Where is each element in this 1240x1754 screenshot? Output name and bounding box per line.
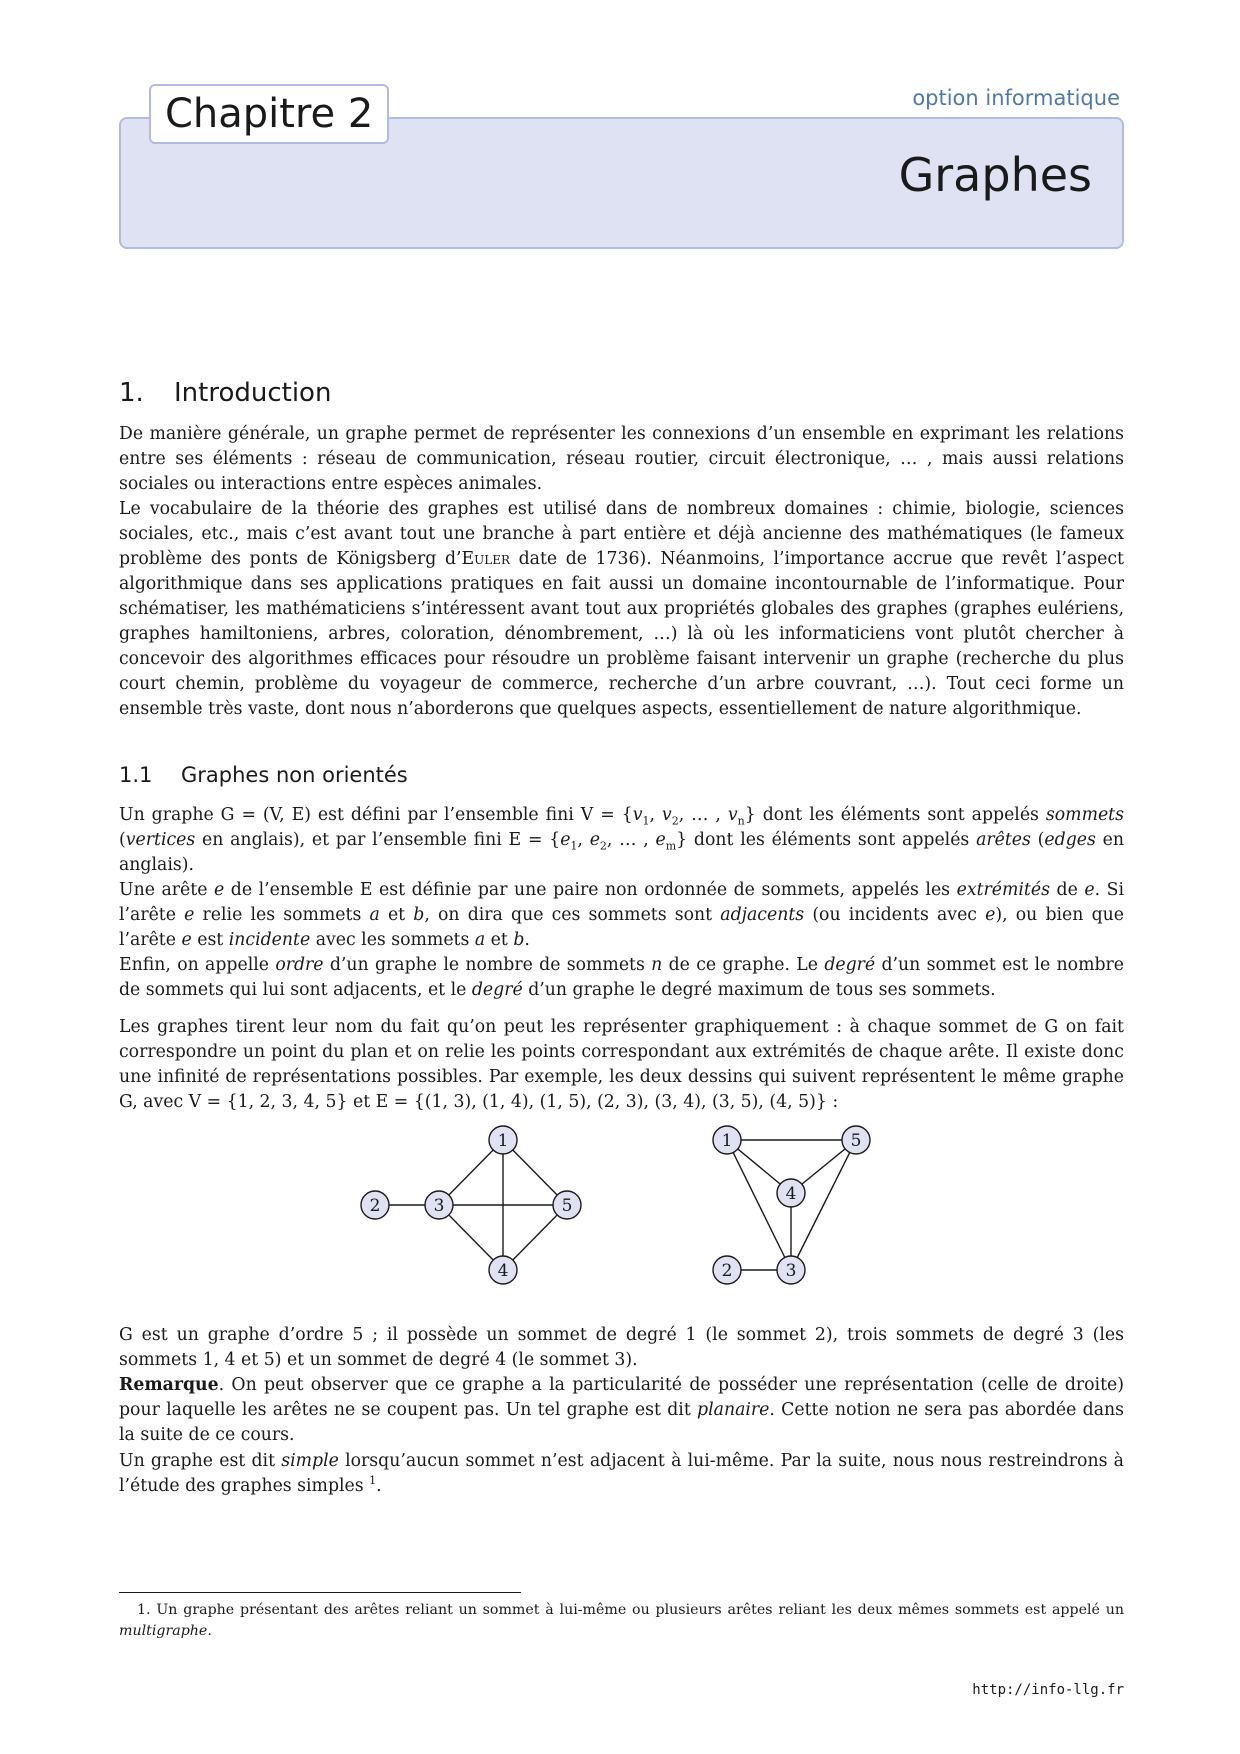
vertex-label: 3 <box>785 1261 797 1281</box>
footnote <box>119 1600 1124 1642</box>
math-sub: 1 <box>570 839 578 853</box>
chapter-number-label: Chapitre 2 <box>149 84 389 144</box>
term: simple <box>281 1451 339 1471</box>
term: edges <box>1044 830 1096 850</box>
vertex-label: 1 <box>721 1131 733 1151</box>
chapter-option-label: option informatique <box>912 86 1120 110</box>
text-run: . <box>376 1476 382 1496</box>
text-run: , … , <box>606 830 656 850</box>
text-run: (ou incidents avec <box>804 905 986 925</box>
math-var: b <box>413 905 425 925</box>
text-run: date de 1736). Néanmoins, l’importance accrue que revêt l’aspect algorithmique dans ses applications pratiques en fait aussi un domaine incontournable de l’informatique. Pour schématiser, les mathématiciens s’intéressent avant tout aux propriétés globales des graphes (graphes eulériens, graphes hamiltoniens, arbres, coloration, dénombrement, …) là où les informaticiens vont plutôt chercher à concevoir des algorithmes efficaces pour résoudre un problème faisant intervenir un graphe (recherche du plus court chemin, problème du voyageur de commerce, recherche d’un arbre couvrant, …). Tout ceci forme un ensemble très vaste, dont nous n’aborderons que quelques aspects, essentiellement de nature algorithmique. <box>119 549 1124 719</box>
text-run: } dont les éléments sont appelés <box>744 805 1046 825</box>
graph-vertex-5 <box>842 1126 870 1154</box>
text-run: de ce graphe. Le <box>662 955 825 975</box>
footnote-text: Un graphe présentant des arêtes reliant un sommet à lui-même ou plusieurs arêtes reliant les deux mêmes sommets est appelé un <box>150 1602 1124 1618</box>
math-var: v <box>661 805 672 825</box>
graph-vertex-4 <box>777 1179 805 1207</box>
math-var: a <box>474 930 486 950</box>
vertex-label: 4 <box>497 1261 509 1281</box>
text-run: Un graphe est dit <box>119 1451 282 1471</box>
text-run: ( <box>119 830 126 850</box>
math-var: e <box>655 830 666 850</box>
author-name: Euler <box>461 549 510 569</box>
footnote-ref[interactable]: 1 <box>369 1474 377 1488</box>
text-run: en anglais), et par l’ensemble fini E = { <box>195 830 561 850</box>
simple-graph-text <box>119 1449 1124 1499</box>
graph-vertex-2 <box>361 1191 389 1219</box>
math-var: v <box>632 805 643 825</box>
definition-order <box>119 953 1124 1003</box>
graph-edge-1-3 <box>727 1140 791 1270</box>
definition-graph <box>119 803 1124 878</box>
text-run: de <box>1049 880 1085 900</box>
text-run: est <box>191 930 229 950</box>
text-run: d’un graphe le nombre de sommets <box>323 955 652 975</box>
text-run: . Si l’arête <box>119 880 1125 925</box>
vertex-label: 3 <box>433 1196 445 1216</box>
text-run: ( <box>1030 830 1045 850</box>
term: arêtes <box>976 830 1031 850</box>
vertex-label: 2 <box>721 1261 733 1281</box>
term: incidente <box>228 930 311 950</box>
math-sub: m <box>665 839 677 853</box>
intro-text <box>119 422 1124 722</box>
term: sommets <box>1045 805 1124 825</box>
math-var: e <box>214 880 225 900</box>
footnote-number: 1. <box>137 1602 151 1618</box>
intro-paragraph-1: De manière générale, un graphe permet de représenter les connexions d’un ensemble en exprimant les relations entre ses éléments : réseau de communication, réseau routier, circuit électronique, … , mais aussi relations sociales ou interactions entre espèces animales. <box>119 424 1124 494</box>
text-run: Le vocabulaire de la théorie des graphes est utilisé dans de nombreux domaines : chimie, biologie, sciences sociales, etc., mais c’est avant tout une branche à part entière et déjà ancienne des mathématiques (le fameux problème des ponts de Königsberg d’ <box>119 499 1124 569</box>
subsection-number: 1.1 <box>119 763 153 787</box>
subsection-heading <box>119 763 408 787</box>
math-var: b <box>513 930 525 950</box>
graph-vertex-4 <box>489 1256 517 1284</box>
text-run: d’un sommet est le nombre de sommets qui lui sont adjacents, et le <box>119 955 1125 1000</box>
text-run: . Cette notion ne sera pas abordée dans la suite de ce cours. <box>119 1400 1124 1445</box>
footer-url[interactable]: http://info-llg.fr <box>972 1682 1124 1698</box>
math-var: e <box>560 830 571 850</box>
math-var: v <box>727 805 738 825</box>
text-run: Une arête <box>119 880 214 900</box>
text-run: , … , <box>678 805 728 825</box>
math-sub: 2 <box>671 814 679 828</box>
text-run: Enfin, on appelle <box>119 955 276 975</box>
text-run: d’un graphe le degré maximum de tous ses sommets. <box>522 980 996 1000</box>
graph-vertex-1 <box>713 1126 741 1154</box>
math-var: e <box>589 830 600 850</box>
graph-right <box>713 1126 870 1284</box>
term: degré <box>824 955 876 975</box>
graph-vertex-5 <box>553 1191 581 1219</box>
footnote-rule <box>119 1592 521 1593</box>
text-run: . On peut observer que ce graphe a la particularité de posséder une représentation (celle de droite) pour laquelle les arêtes ne se coupent pas. Un tel graphe est dit <box>119 1375 1124 1420</box>
math-sub: 2 <box>599 839 607 853</box>
graph-vertex-3 <box>425 1191 453 1219</box>
text-run: lorsqu’aucun sommet n’est adjacent à lui-même. Par la suite, nous nous restreindrons à l’étude des graphes simples <box>119 1451 1124 1496</box>
term: adjacents <box>720 905 805 925</box>
text-run: . <box>207 1623 212 1639</box>
section-number: 1. <box>119 378 144 408</box>
math-var: e <box>181 930 192 950</box>
graph-vertex-3 <box>777 1256 805 1284</box>
text-run: , <box>577 830 590 850</box>
graph-vertex-2 <box>713 1256 741 1284</box>
math-var: a <box>369 905 380 925</box>
intro-paragraph-2 <box>119 497 1124 722</box>
term: extrémités <box>956 880 1050 900</box>
definitions-text <box>119 803 1124 1003</box>
representation-text: Les graphes tirent leur nom du fait qu’on peut les représenter graphiquement : à chaque sommet de G on fait correspondre un point du plan et on relie les points correspondant aux extrémités de chaque arête. Il existe donc une infinité de représentations possibles. Par exemple, les deux dessins qui suivent représentent le même graphe G, avec V = {1, 2, 3, 4, 5} et E = {(1, 3), (1, 4), (1, 5), (2, 3), (3, 4), (3, 5), (4, 5)} : <box>119 1017 1124 1112</box>
math-var: e <box>985 905 996 925</box>
section-heading <box>119 378 331 408</box>
graph-vertex-1 <box>489 1126 517 1154</box>
math-var: e <box>1084 880 1095 900</box>
vertex-label: 5 <box>561 1196 573 1216</box>
remark-label: Remarque <box>119 1375 219 1395</box>
text-run: relie les sommets <box>194 905 370 925</box>
degree-summary-text: G est un graphe d’ordre 5 ; il possède un sommet de degré 1 (le sommet 2), trois sommets de degré 3 (les sommets 1, 4 et 5) et un sommet de degré 4 (le sommet 3). <box>119 1325 1124 1370</box>
simple-paragraph <box>119 1449 1124 1499</box>
math-var: e <box>184 905 195 925</box>
text-run: , <box>649 805 662 825</box>
vertex-label: 1 <box>497 1131 509 1151</box>
subsection-title: Graphes non orientés <box>181 763 408 787</box>
term: planaire <box>697 1400 770 1420</box>
text-run: et <box>379 905 414 925</box>
text-run: en anglais). <box>119 830 1124 875</box>
text-run: , on dira que ces sommets sont <box>424 905 721 925</box>
definition-edge <box>119 878 1124 953</box>
text-run: et <box>485 930 514 950</box>
term: vertices <box>125 830 196 850</box>
text-run: avec les sommets <box>310 930 475 950</box>
graph-edge-3-5 <box>791 1140 856 1270</box>
vertex-label: 4 <box>785 1184 797 1204</box>
text-run: Un graphe G = (V, E) est défini par l’ensemble fini V = { <box>119 805 633 825</box>
math-sub: 1 <box>642 814 650 828</box>
term: degré <box>471 980 523 1000</box>
section-title: Introduction <box>174 378 332 408</box>
vertex-label: 2 <box>369 1196 381 1216</box>
term: multigraphe <box>119 1623 208 1639</box>
text-run: de l’ensemble E est définie par une paire non ordonnée de sommets, appelés les <box>224 880 957 900</box>
text-run: } dont les éléments sont appelés <box>676 830 977 850</box>
vertex-label: 5 <box>850 1131 862 1151</box>
math-var: n <box>651 955 663 975</box>
graph-left <box>361 1126 581 1284</box>
term: ordre <box>275 955 324 975</box>
graph-figures <box>0 1125 1240 1315</box>
chapter-title: Graphes <box>898 148 1092 202</box>
math-sub: n <box>737 814 745 828</box>
remark-text <box>119 1373 1124 1448</box>
text-run: ), ou bien que l’arête <box>119 905 1124 950</box>
remark-paragraph <box>119 1373 1124 1448</box>
text-run: . <box>524 930 530 950</box>
